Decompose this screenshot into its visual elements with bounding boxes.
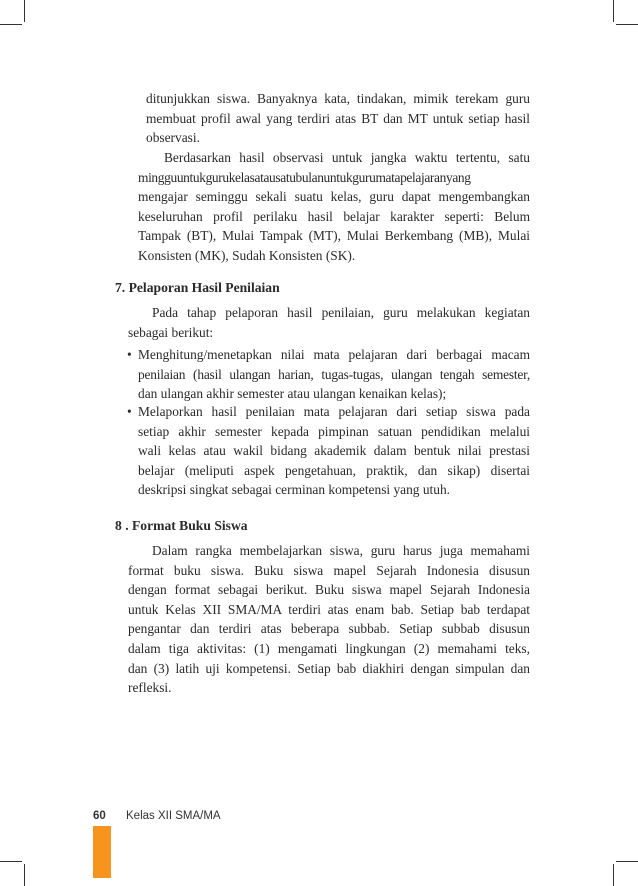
section-8-paragraph bbox=[128, 541, 530, 698]
crop-mark bbox=[616, 861, 638, 862]
text-line: belajar (meliputi aspek pengetahuan, praktik, dan sikap) disertai bbox=[138, 462, 530, 478]
text-line: mingguuntukgurukelasatausatubulanuntukgurumatapelajaranyang bbox=[138, 169, 471, 185]
continuation-paragraph bbox=[146, 89, 530, 148]
running-title: Kelas XII SMA/MA bbox=[126, 810, 221, 822]
text-line: sebagai berikut: bbox=[128, 324, 214, 340]
section-heading: 7. Pelaporan Hasil Penilaian bbox=[115, 280, 280, 295]
text-line: Melaporkan hasil penilaian mata pelajaran dari setiap siswa pada bbox=[138, 404, 530, 419]
crop-mark bbox=[613, 864, 614, 886]
text-line: refleksi. bbox=[128, 680, 172, 696]
text-line: Pada tahap pelaporan hasil penilaian, guru melakukan kegiatan bbox=[152, 305, 530, 320]
bullet-item bbox=[127, 402, 530, 500]
text-line: dan (3) latih uji kompetensi. Setiap bab diakhiri dengan simpulan dan bbox=[128, 660, 530, 676]
crop-mark bbox=[0, 24, 22, 25]
text-line: Konsisten (MK), Sudah Konsisten (SK). bbox=[138, 247, 356, 263]
text-line: Tampak (BT), Mulai Tampak (MT), Mulai Berkembang (MB), Mulai bbox=[138, 228, 530, 244]
crop-mark bbox=[613, 0, 614, 22]
bullet-item bbox=[127, 345, 530, 404]
text-line: dalam tiga aktivitas: (1) mengamati lingkungan (2) memahami teks, bbox=[128, 640, 530, 656]
text-line: penilaian (hasil ulangan harian, tugas-tugas, ulangan tengah semester, bbox=[138, 366, 530, 382]
crop-mark bbox=[616, 24, 638, 25]
section-heading: 8 . Format Buku Siswa bbox=[115, 518, 248, 533]
text-line: dan ulangan akhir semester atau ulangan kenaikan kelas); bbox=[138, 386, 447, 402]
text-line: keseluruhan profil perilaku hasil belajar karakter seperti: Belum bbox=[138, 208, 530, 224]
text-line: dengan format sebagai berikut. Buku siswa mapel Sejarah Indonesia bbox=[128, 582, 530, 598]
text-line: mengajar seminggu sekali suatu kelas, guru dapat mengembangkan bbox=[138, 189, 530, 205]
text-line: wali kelas atau wakil bidang akademik dalam bentuk nilai prestasi bbox=[138, 443, 530, 459]
section-7-intro bbox=[128, 303, 530, 342]
text-line: format buku siswa. Buku siswa mapel Sejarah Indonesia disusun bbox=[128, 562, 530, 578]
accent-bar bbox=[93, 826, 111, 878]
crop-mark bbox=[24, 0, 25, 22]
crop-mark bbox=[24, 864, 25, 886]
observation-paragraph bbox=[138, 148, 530, 266]
bullet-icon: • bbox=[127, 347, 132, 362]
page-number: 60 bbox=[93, 810, 106, 822]
bullet-icon: • bbox=[127, 404, 132, 419]
text-line: deskripsi singkat sebagai cerminan kompetensi yang utuh. bbox=[138, 482, 451, 498]
text-line: membuat profil awal yang terdiri atas BT dan MT untuk setiap hasil bbox=[146, 110, 530, 126]
text-line: pengantar dan terdiri atas beberapa subbab. Setiap subbab disusun bbox=[128, 621, 530, 637]
text-line: Dalam rangka membelajarkan siswa, guru harus juga memahami bbox=[152, 543, 530, 558]
text-line: ditunjukkan siswa. Banyaknya kata, tindakan, mimik terekam guru bbox=[146, 91, 530, 106]
text-line: observasi. bbox=[146, 130, 200, 146]
text-line: Berdasarkan hasil observasi untuk jangka waktu tertentu, satu bbox=[164, 150, 530, 165]
text-line: setiap akhir semester kepada pimpinan satuan pendidikan melalui bbox=[138, 423, 530, 439]
crop-mark bbox=[0, 861, 22, 862]
text-line: untuk Kelas XII SMA/MA terdiri atas enam bab. Setiap bab terdapat bbox=[128, 601, 530, 617]
text-line: Menghitung/menetapkan nilai mata pelajaran dari berbagai macam bbox=[138, 347, 530, 362]
